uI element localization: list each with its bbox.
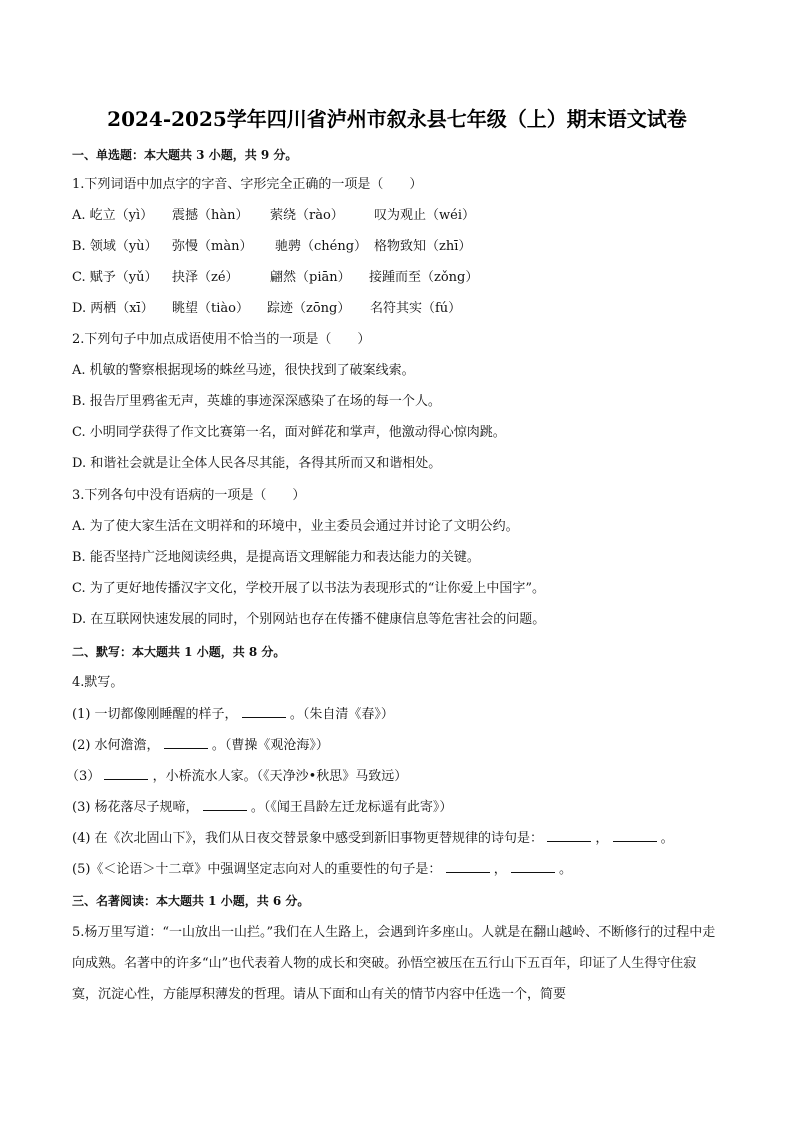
option-word: C. 赋予（yǔ） [72,270,158,285]
section-heading-2: 二、默写：本大题共 1 小题，共 8 分。 [72,645,286,659]
dictation-source: 。（曹操《观沧海》） [211,738,329,753]
option-word: 眺望（tiào） [172,301,249,316]
question-5-text: 5.杨万里写道：“一山放出一山拦。”我们在人生路上，会遇到许多座山。人就是在翻山越岭、不断修行的过程中走向成熟。名著中的许多“山”也代表着人物的成长和突破。孙悟空被压在五行山下五百年，印证了人生得守住寂寞，沉淀心性，方能厚积薄发的哲理。请从下面和山有关的情节内容中任选一个，简要 [72,925,716,1002]
option-word: 踪迹（zōng） [267,301,351,316]
question-4-stem: 4.默写。 [72,675,124,690]
dictation-prompt: (5)《＜论语＞十二章》中强调坚定志向对人的重要性的句子是： [72,862,442,877]
dictation-item-2 [72,736,722,755]
dictation-item-5 [72,829,722,848]
dictation-prompt: （3） [66,769,101,784]
question-2-stem: 2.下列句子中加点成语使用不恰当的一项是（ ） [72,332,371,347]
dictation-separator: ， [595,831,609,846]
question-2-option-a: A. 机敏的警察根据现场的蛛丝马迹，很快找到了破案线索。 [72,363,415,378]
question-1-option-a [72,207,722,225]
option-word: 格物致知（zhī） [374,239,472,254]
question-1-option-b [72,238,722,256]
question-3-option-c: C. 为了更好地传播汉字文化，学校开展了以书法为表现形式的“让你爱上中国字”。 [72,581,546,596]
dictation-prompt: (1) 一切都像刚睡醒的样子， [72,707,238,722]
question-3-option-b: B. 能否坚持广泛地阅读经典，是提高语文理解能力和表达能力的关键。 [72,550,480,565]
dictation-source: 。（朱自清《春》） [289,707,394,722]
dictation-prompt: (4) 在《次北固山下》，我们从日夜交替景象中感受到新旧事物更替规律的诗句是： [72,831,544,846]
option-word: 翩然（piān） [270,270,351,285]
option-word: D. 两栖（xī） [72,301,154,316]
dictation-item-6 [72,860,722,879]
option-word: B. 领域（yù） [72,239,158,254]
dictation-source: 。（《闻王昌龄左迁龙标遥有此寄》） [250,800,453,815]
dictation-prompt: (2) 水何澹澹， [72,738,160,753]
option-word: 弥慢（màn） [172,239,253,254]
question-2-option-d: D. 和谐社会就是让全体人民各尽其能，各得其所而又和谐相处。 [72,456,442,471]
answer-blank[interactable] [242,705,286,718]
answer-blank[interactable] [104,767,148,780]
answer-blank[interactable] [547,829,591,842]
dictation-end: 。 [559,862,573,877]
option-word: 接踵而至（zǒng） [369,270,479,285]
question-3-stem: 3.下列各句中没有语病的一项是（ ） [72,488,306,503]
exam-title: 2024-2025学年四川省泸州市叙永县七年级（上）期末语文试卷 [107,107,687,131]
option-word: 名符其实（fú） [370,301,462,316]
option-word: 驰骋（chéng） [275,239,368,254]
dictation-item-1 [72,705,722,724]
answer-blank[interactable] [511,860,555,873]
answer-blank[interactable] [203,798,247,811]
option-word: 萦绕（rào） [270,208,344,223]
answer-blank[interactable] [446,860,490,873]
question-1-stem: 1.下列词语中加点字的字音、字形完全正确的一项是（ ） [72,177,423,192]
dictation-prompt: (3) 杨花落尽子规啼， [72,800,199,815]
section-heading-3: 三、名著阅读：本大题共 1 小题，共 6 分。 [72,894,310,908]
dictation-source: ，小桥流水人家。（《天净沙•秋思》马致远） [152,769,408,784]
question-1-option-d [72,300,722,318]
question-3-option-a: A. 为了使大家生活在文明祥和的环境中，业主委员会通过并讨论了文明公约。 [72,519,519,534]
answer-blank[interactable] [613,829,657,842]
option-word: 抉泽（zé） [172,270,239,285]
question-3-option-d: D. 在互联网快速发展的同时，个别网站也存在传播不健康信息等危害社会的问题。 [72,612,546,627]
question-2-option-b: B. 报告厅里鸦雀无声，英雄的事迹深深感染了在场的每一个人。 [72,394,441,409]
question-2-option-c: C. 小明同学获得了作文比赛第一名，面对鲜花和掌声，他激动得心惊肉跳。 [72,425,506,440]
option-word: A. 屹立（yì） [72,208,154,223]
answer-blank[interactable] [164,736,208,749]
dictation-separator: ， [493,862,507,877]
question-1-option-c [72,269,722,287]
section-heading-1: 一、单选题：本大题共 3 小题，共 9 分。 [72,148,298,162]
option-word: 叹为观止（wéi） [374,208,475,223]
option-word: 震撼（hàn） [172,208,249,223]
dictation-item-4 [72,798,722,817]
dictation-item-3 [66,767,716,786]
dictation-end: 。 [660,831,674,846]
